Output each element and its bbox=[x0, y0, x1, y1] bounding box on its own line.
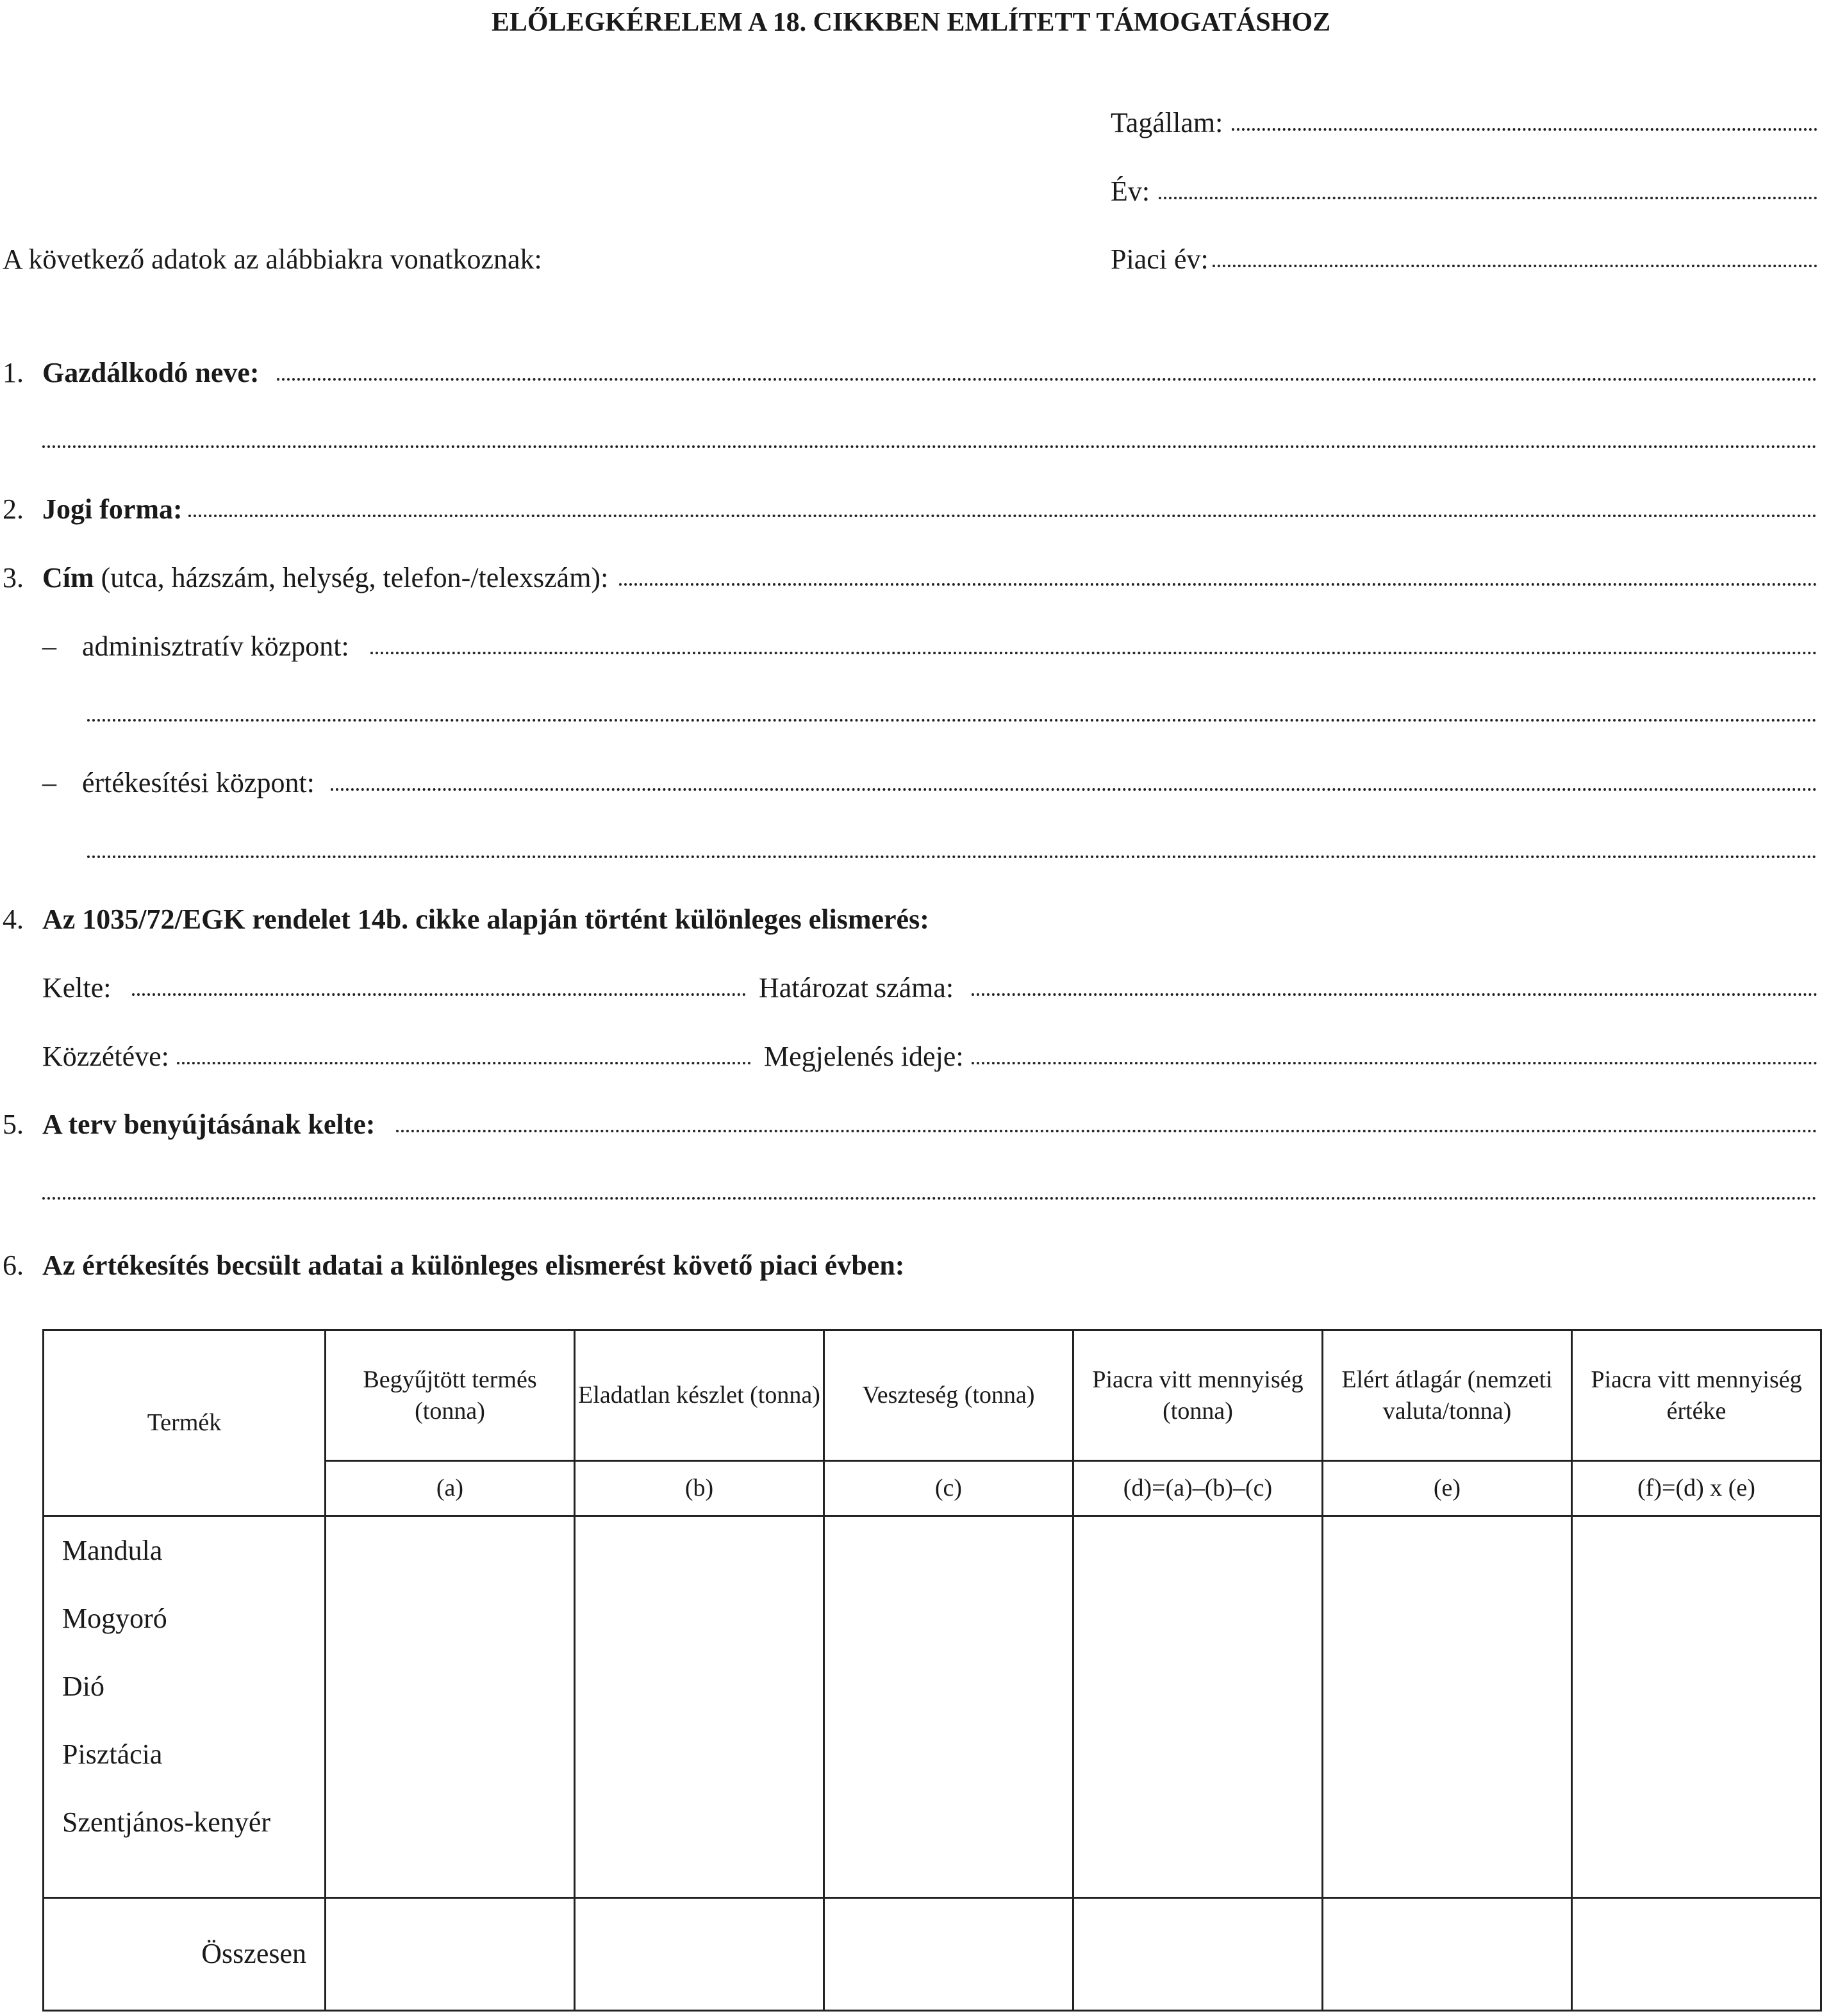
legal-form-field[interactable] bbox=[188, 515, 1818, 517]
total-label: Összesen bbox=[44, 1898, 326, 2011]
section-2-label: Jogi forma: bbox=[42, 493, 183, 525]
farmer-name-field-line-2[interactable] bbox=[42, 445, 1818, 448]
total-cell-f[interactable] bbox=[1572, 1898, 1821, 2011]
column-code: (c) bbox=[824, 1461, 1073, 1516]
member-state-label: Tagállam: bbox=[1111, 107, 1223, 138]
column-header: Piacra vitt mennyiség (tonna) bbox=[1073, 1330, 1323, 1461]
product-row-label: Dió bbox=[62, 1671, 104, 1702]
column-code: (f)=(d) x (e) bbox=[1572, 1461, 1821, 1516]
sales-center-field[interactable] bbox=[331, 788, 1818, 791]
section-1-label: Gazdálkodó neve: bbox=[42, 357, 260, 388]
member-state-field[interactable] bbox=[1232, 128, 1818, 131]
product-row-label: Pisztácia bbox=[62, 1739, 163, 1770]
admin-center-label: adminisztratív központ: bbox=[82, 631, 349, 662]
data-cell-d[interactable] bbox=[1073, 1516, 1323, 1898]
column-header: Elért átlagár (nemzeti valuta/tonna) bbox=[1323, 1330, 1572, 1461]
sales-center-field-line-2[interactable] bbox=[87, 855, 1818, 858]
total-cell-d[interactable] bbox=[1073, 1898, 1323, 2011]
plan-date-field[interactable] bbox=[396, 1130, 1818, 1132]
section-4-label: Az 1035/72/EGK rendelet 14b. cikke alapján történt különleges elismerés: bbox=[42, 904, 929, 935]
decision-number-label: Határozat száma: bbox=[759, 972, 954, 1004]
year-label: Év: bbox=[1111, 176, 1150, 207]
column-header: Eladatlan készlet (tonna) bbox=[575, 1330, 824, 1461]
column-header: Piacra vitt mennyiség értéke bbox=[1572, 1330, 1821, 1461]
column-code: (d)=(a)–(b)–(c) bbox=[1073, 1461, 1323, 1516]
section-5-label: A terv benyújtásának kelte: bbox=[42, 1109, 376, 1140]
sales-center-label: értékesítési központ: bbox=[82, 767, 315, 798]
address-label-rest: (utca, házszám, helység, telefon-/telexszám): bbox=[101, 562, 609, 593]
product-list bbox=[44, 1516, 326, 1898]
sales-table bbox=[42, 1329, 1822, 2012]
section-4-number: 4. bbox=[3, 904, 24, 935]
section-5-number: 5. bbox=[3, 1109, 24, 1140]
form-title: ELŐLEGKÉRELEM A 18. CIKKBEN EMLÍTETT TÁMOGATÁSHOZ bbox=[491, 8, 1331, 37]
appearance-date-field[interactable] bbox=[972, 1062, 1818, 1064]
date-label: Kelte: bbox=[42, 972, 112, 1004]
admin-dash: – bbox=[42, 631, 56, 662]
date-field[interactable] bbox=[132, 993, 746, 996]
address-field[interactable] bbox=[619, 583, 1818, 586]
column-header: Begyűjtött termés (tonna) bbox=[326, 1330, 575, 1461]
sales-dash: – bbox=[42, 767, 56, 798]
column-code: (b) bbox=[575, 1461, 824, 1516]
appearance-date-label: Megjelenés ideje: bbox=[764, 1041, 964, 1072]
section-2-number: 2. bbox=[3, 493, 24, 525]
published-field[interactable] bbox=[177, 1062, 751, 1064]
total-cell-b[interactable] bbox=[575, 1898, 824, 2011]
admin-center-field-line-2[interactable] bbox=[87, 719, 1818, 722]
product-row-label: Mogyoró bbox=[62, 1603, 167, 1634]
decision-number-field[interactable] bbox=[972, 993, 1818, 996]
total-cell-e[interactable] bbox=[1323, 1898, 1572, 2011]
data-cell-c[interactable] bbox=[824, 1516, 1073, 1898]
published-label: Közzétéve: bbox=[42, 1041, 169, 1072]
data-cell-f[interactable] bbox=[1572, 1516, 1821, 1898]
intro-text: A következő adatok az alábbiakra vonatkoznak: bbox=[3, 244, 542, 275]
product-row-label: Mandula bbox=[62, 1535, 163, 1566]
total-cell-a[interactable] bbox=[326, 1898, 575, 2011]
product-row-label: Szentjános-kenyér bbox=[62, 1806, 270, 1838]
section-6-number: 6. bbox=[3, 1250, 24, 1281]
column-code: (e) bbox=[1323, 1461, 1572, 1516]
plan-date-field-line-2[interactable] bbox=[42, 1197, 1818, 1200]
market-year-field[interactable] bbox=[1213, 265, 1818, 267]
admin-center-field[interactable] bbox=[370, 652, 1818, 654]
data-cell-e[interactable] bbox=[1323, 1516, 1572, 1898]
section-6-label: Az értékesítés becsült adatai a különleges elismerést követő piaci évben: bbox=[42, 1250, 905, 1281]
column-code: (a) bbox=[326, 1461, 575, 1516]
product-header: Termék bbox=[44, 1330, 326, 1516]
data-cell-b[interactable] bbox=[575, 1516, 824, 1898]
data-cell-a[interactable] bbox=[326, 1516, 575, 1898]
year-field[interactable] bbox=[1159, 197, 1818, 199]
farmer-name-field[interactable] bbox=[277, 378, 1818, 381]
column-header: Veszteség (tonna) bbox=[824, 1330, 1073, 1461]
section-3-number: 3. bbox=[3, 562, 24, 593]
market-year-label: Piaci év: bbox=[1111, 244, 1209, 275]
section-3-label bbox=[42, 564, 608, 592]
total-cell-c[interactable] bbox=[824, 1898, 1073, 2011]
address-label-bold: Cím bbox=[42, 562, 94, 593]
section-1-number: 1. bbox=[3, 357, 24, 388]
